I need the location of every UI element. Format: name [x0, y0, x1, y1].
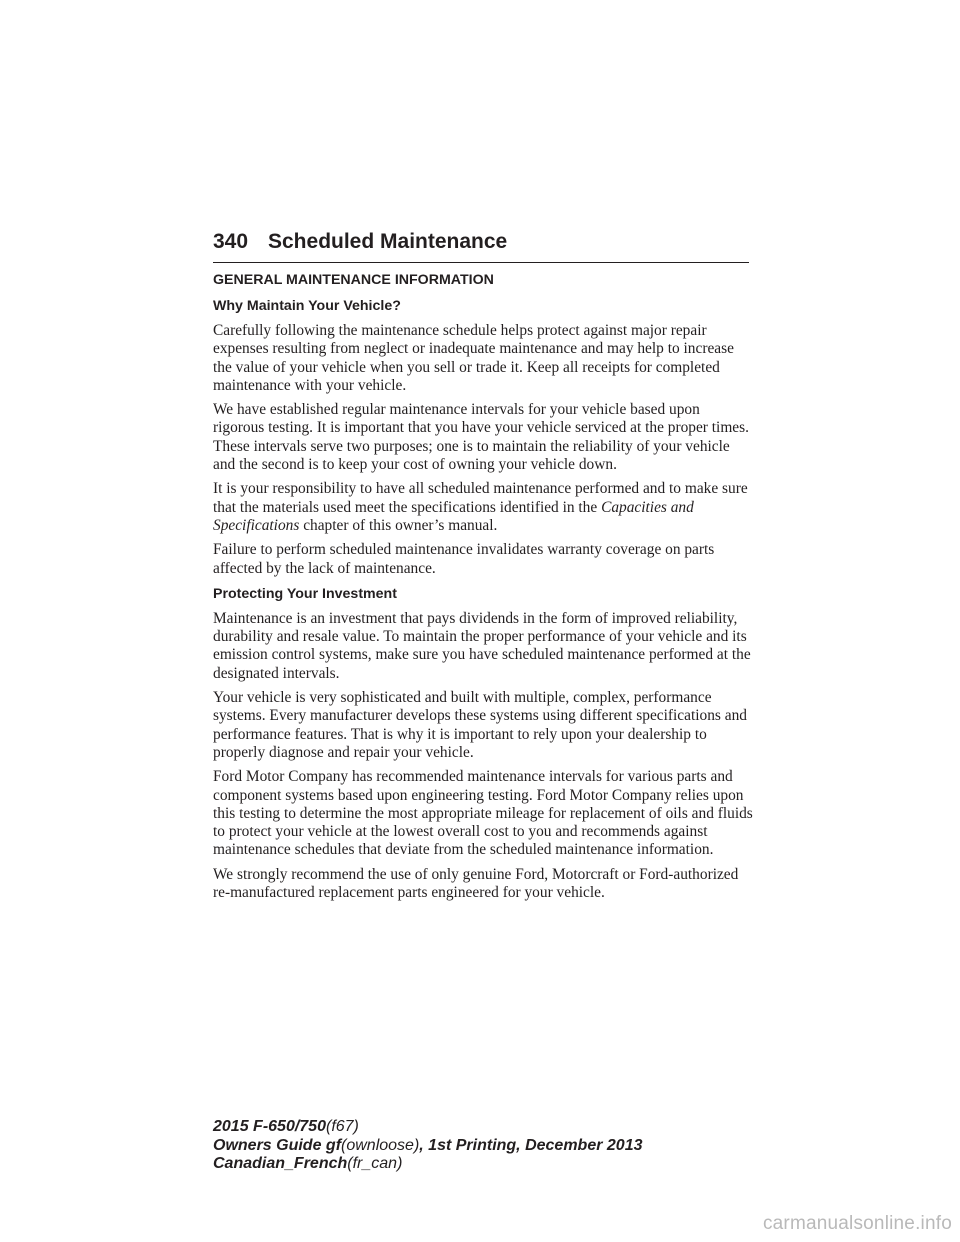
subheading-protecting-investment: Protecting Your Investment: [213, 585, 397, 602]
watermark: carmanualsonline.info: [762, 1213, 952, 1234]
paragraph-3: [213, 480, 753, 535]
paragraph-8: We strongly recommend the use of only genuine Ford, Motorcraft or Ford-authorized re-manufactured replacement parts engineered for your vehicle.: [213, 865, 739, 902]
print-info-footer: [213, 1118, 642, 1174]
page-number: 340: [213, 230, 249, 253]
section-heading: GENERAL MAINTENANCE INFORMATION: [213, 272, 494, 288]
paragraph-1: Carefully following the maintenance schedule helps protect against major repair expenses resulting from neglect or inadequate maintenance and may help to increase the value of your vehicle when you sell or trade it. Keep all receipts for completed maintenance with your vehicle.: [213, 322, 734, 394]
footer-guide-code: (ownloose): [341, 1136, 420, 1154]
footer-line-2: [213, 1137, 642, 1156]
footer-line-3: [213, 1155, 642, 1174]
paragraph-4: Failure to perform scheduled maintenance invalidates warranty coverage on parts affected by the lack of maintenance.: [213, 541, 715, 577]
capacities-reference: Capacities and Specifications: [213, 498, 694, 534]
paragraph-5: Maintenance is an investment that pays dividends in the form of improved reliability, durability and resale value. To maintain the proper performance of your vehicle and its emission control systems, make sure you have scheduled maintenance performed at the designated intervals.: [213, 609, 751, 682]
footer-line-1: [213, 1118, 642, 1137]
page-header: [213, 228, 749, 263]
footer-model: 2015 F-650/750: [213, 1118, 326, 1135]
footer-model-code: (f67): [325, 1118, 359, 1135]
paragraph-3-text-before: It is your responsibility to have all scheduled maintenance performed and to make sure that the materials used meet the specifications identified in the: [213, 480, 748, 516]
paragraph-2: We have established regular maintenance intervals for your vehicle based upon rigorous testing. It is important that you have your vehicle serviced at the proper times. These intervals serve two purposes; one is to maintain the reliability of your vehicle and the second is to keep your cost of owning your vehicle down.: [213, 401, 749, 474]
footer-printing: , 1st Printing, December 2013: [419, 1136, 643, 1154]
footer-language-code: (fr_can): [347, 1155, 403, 1172]
footer-language: Canadian_French: [213, 1155, 348, 1172]
paragraph-6: Your vehicle is very sophisticated and built with multiple, complex, performance systems. Every manufacturer develops these systems using different specifications and performance features. That is why it is important to rely upon your dealership to properly diagnose and repair your vehicle.: [213, 689, 747, 761]
paragraph-7: Ford Motor Company has recommended maintenance intervals for various parts and component systems based upon engineering testing. Ford Motor Company relies upon this testing to determine the most appropriate mileage for replacement of oils and fluids to protect your vehicle at the lowest overall cost to you and recommends against maintenance schedules that deviate from the scheduled maintenance information.: [213, 768, 753, 859]
subheading-why-maintain: Why Maintain Your Vehicle?: [213, 298, 401, 314]
chapter-title: Scheduled Maintenance: [268, 230, 508, 253]
page-content: [213, 270, 753, 908]
paragraph-3-text-after: chapter of this owner’s manual.: [299, 516, 498, 534]
footer-guide: Owners Guide gf: [213, 1136, 342, 1154]
